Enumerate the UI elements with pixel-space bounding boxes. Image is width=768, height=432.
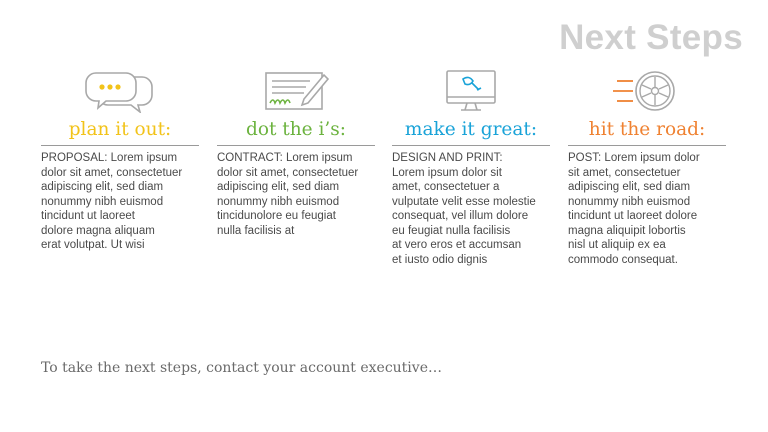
text-line: PROPOSAL: Lorem ipsum: [41, 152, 178, 164]
column-text: [41, 151, 199, 253]
text-line: at vero eros et accumsan: [392, 239, 522, 251]
text-line: commodo consequat.: [568, 253, 678, 266]
text-line: amet, consectetuer a: [392, 181, 500, 193]
column-text: [392, 151, 550, 267]
column-heading: dot the i’s:: [246, 119, 346, 140]
text-line: magna aliquipit lobortis: [568, 224, 686, 237]
text-line: erat volutpat. Ut wisi: [41, 239, 145, 251]
text-line: sit amet, consectetuer: [568, 166, 681, 179]
step-column-post: [568, 68, 726, 267]
text-line: DESIGN AND PRINT:: [392, 152, 503, 164]
text-line: adipiscing elit, sed diam: [41, 181, 164, 193]
monitor-design-icon: [392, 68, 550, 114]
footer-note: To take the next steps, contact your account executive…: [41, 360, 442, 376]
text-line: POST: Lorem ipsum dolor: [568, 152, 700, 164]
text-line: tincidunolore eu feugiat: [217, 210, 336, 222]
text-line: CONTRACT: Lorem ipsum: [217, 152, 353, 164]
text-line: dolore magna aliquam: [41, 224, 155, 237]
text-line: eu feugiat nulla facilisis: [392, 224, 511, 237]
column-heading: make it great:: [404, 119, 538, 140]
step-column-design: [392, 68, 550, 267]
text-line: nisl ut aliquip ex ea: [568, 239, 666, 251]
column-text: [568, 151, 726, 267]
text-line: adipiscing elit, sed diam: [568, 181, 691, 193]
text-line: tincidunt ut laoreet: [41, 210, 135, 222]
text-line: nonummy nibh euismod: [568, 195, 691, 208]
text-line: dolor sit amet, consectetuer: [41, 166, 183, 179]
divider: [392, 145, 550, 146]
speeding-wheel-icon: [568, 68, 726, 114]
text-line: nonummy nibh euismod: [217, 195, 340, 208]
divider: [217, 145, 375, 146]
divider: [568, 145, 726, 146]
chat-bubbles-icon: [41, 68, 199, 114]
text-line: tincidunt ut laoreet dolore: [568, 210, 698, 222]
text-line: nulla facilisis at: [217, 224, 295, 237]
step-column-plan: [41, 68, 199, 253]
text-line: dolor sit amet, consectetuer: [217, 166, 359, 179]
text-line: nonummy nibh euismod: [41, 195, 164, 208]
step-column-contract: [217, 68, 375, 238]
column-heading: hit the road:: [588, 119, 706, 140]
contract-pen-icon: [217, 68, 375, 114]
column-text: [217, 151, 375, 238]
column-heading: plan it out:: [68, 119, 172, 140]
divider: [41, 145, 199, 146]
page-title: Next Steps: [559, 18, 743, 57]
text-line: Lorem ipsum dolor sit: [392, 166, 502, 179]
text-line: consequat, vel illum dolore: [392, 210, 529, 222]
text-line: vulputate velit esse molestie: [392, 195, 536, 208]
text-line: adipiscing elit, sed diam: [217, 181, 340, 193]
text-line: et iusto odio dignis: [392, 253, 488, 266]
